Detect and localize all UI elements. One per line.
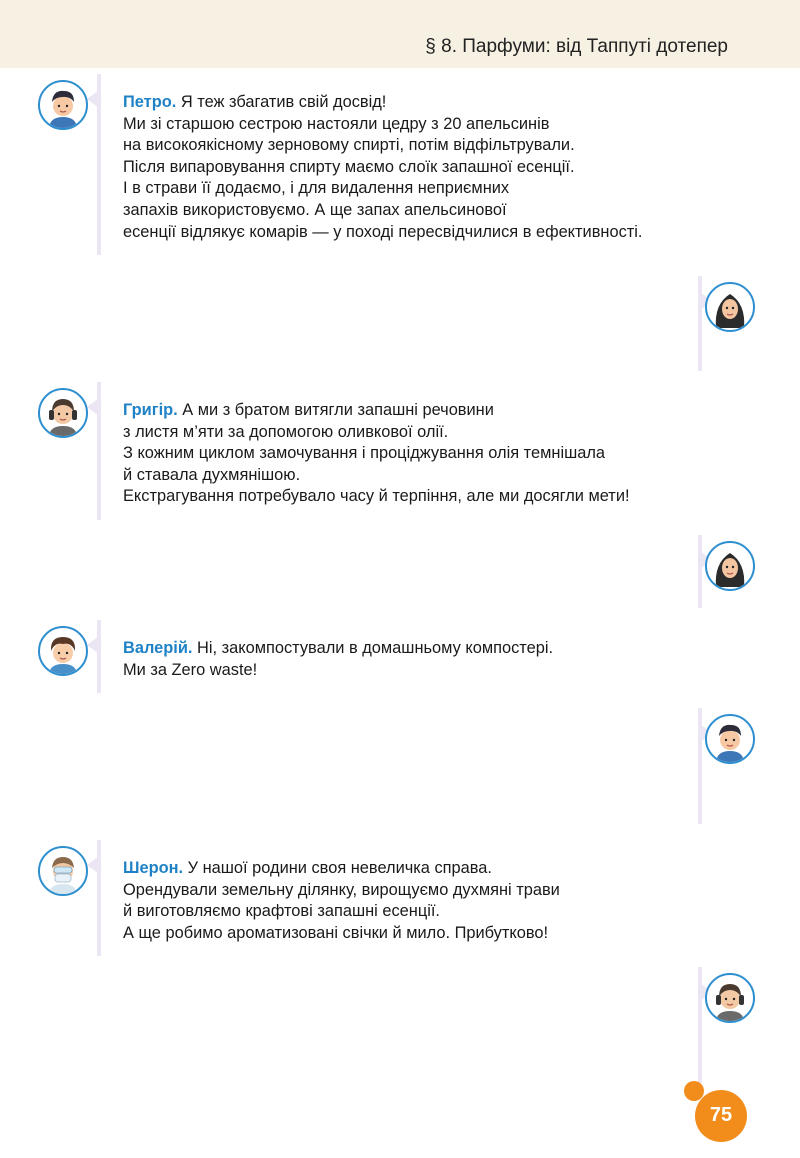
speech-line: й виготовляємо крафтові запашні есенції. [123,902,440,921]
speech-line: на високоякісному зерновому спирті, потім відфільтрували. [123,136,575,155]
speech-line: І в страви її додаємо, і для видалення неприємних [123,179,510,198]
speech-line: Орендували земельну ділянку, вирощуємо духмяні трави [123,880,560,899]
speech-line: А ще робимо ароматизовані свічки й мило. Прибутково! [123,923,549,942]
speaker-name: Григір. [123,401,178,419]
boy-dark-hair-avatar [705,714,755,764]
speech-bracket [97,74,117,255]
speech-notch [87,856,99,874]
speech-line-text: А ми з братом витягли запашні речовини [177,401,494,419]
speech-text [123,92,642,243]
section-title: § 8. Парфуми: від Таппуті дотепер [425,36,728,57]
speech-line-text: У нашої родини своя невеличка справа. [183,859,492,877]
boy-headphones-avatar [705,973,755,1023]
speech-line: Екстрагування потребувало часу й терпіння, але ми досягли мети! [123,487,630,506]
speech-line: Ми за Zero waste! [123,660,258,679]
speech-line: з листя м’яти за допомогою оливкової олії. [123,422,449,441]
speech-bracket [682,708,702,824]
speech-text [123,858,560,944]
boy-brown-hair-avatar [38,626,88,676]
speech-line [123,92,642,114]
speech-text [123,638,553,681]
speech-line: запахів використовуємо. А ще запах апельсинової [123,200,507,219]
boy-headphones-avatar [38,388,88,438]
speaker-name: Петро. [123,93,177,111]
girl-hijab-avatar [705,282,755,332]
speech-line: й ставала духмянішою. [123,465,301,484]
speech-line-text: Я теж збагатив свій досвід! [176,93,387,111]
speech-bracket [97,382,117,520]
person-mask-avatar [38,846,88,896]
speech-bracket [682,276,702,371]
speech-notch [87,90,99,108]
boy-dark-hair-avatar [38,80,88,130]
speaker-name: Валерій. [123,639,193,657]
speech-bracket [97,620,117,693]
page-number: 75 [709,1104,733,1126]
speech-line: Ми зі старшою сестрою настояли цедру з 20 апельсинів [123,114,550,133]
speech-line-text: Ні, закомпостували в домашньому компостері. [192,639,554,657]
speech-line [123,400,630,422]
girl-hijab-avatar [705,541,755,591]
speech-notch [87,398,99,416]
speech-line: З кожним циклом замочування і проціджування олія темнішала [123,444,606,463]
speech-bracket [97,840,117,956]
speech-line: Після випаровування спирту маємо слоїк запашної есенції. [123,157,575,176]
speech-line: есенції відлякує комарів — у поході пересвідчилися в ефективності. [123,222,643,241]
speech-line [123,638,553,660]
speech-bracket [682,967,702,1083]
speech-line [123,858,560,880]
speech-bracket [682,535,702,608]
speaker-name: Шерон. [123,859,184,877]
speech-text [123,400,630,508]
speech-notch [87,636,99,654]
